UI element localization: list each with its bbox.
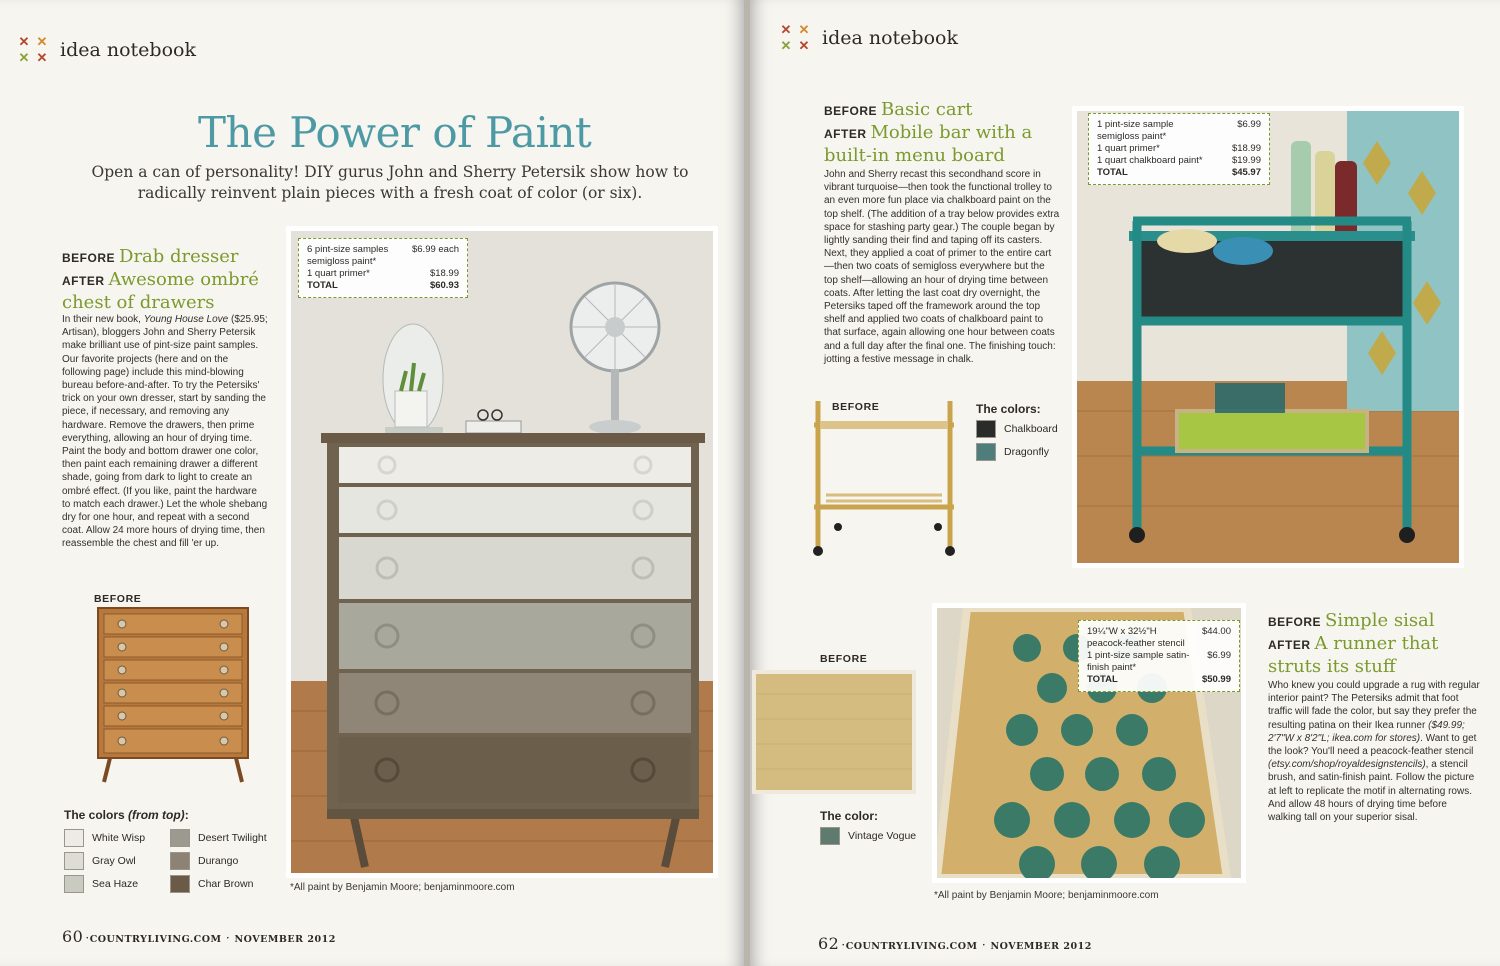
right-page <box>750 0 1500 966</box>
before-cart-image <box>806 395 962 561</box>
swatch-chip <box>976 443 996 461</box>
swatch-chalkboard: Chalkboard <box>976 420 1058 438</box>
rug-before-title: Simple sisal <box>1325 610 1435 631</box>
cost-row: 1 pint-size sample satin-finish paint* $6.99 <box>1087 650 1231 673</box>
page-folio: 60 ·COUNTRYLIVING.COM · NOVEMBER 2012 <box>62 927 336 946</box>
rug-body: Who knew you could upgrade a rug with regular interior paint? The Petersiks admit that foot traffic will fade the color, but say they prefer the resulting patina on their Ikea runner ($49.99; 2'7"W x 8'2"L; ikea.com for stores). Want to get the look? You'll need a peacock-feather stencil (etsy.com/shop/royaldesignstencils), a stencil brush, and satin-finish paint. Follow the picture at left to replicate the motif in alternating rows. And allow 48 hours of drying time before walking tall on your superior sisal. <box>1268 680 1480 824</box>
rug-after-title: A runner that struts its stuff <box>1268 633 1439 677</box>
cart-before-title: Basic cart <box>881 99 973 120</box>
cart-headline <box>824 99 1034 166</box>
swatch-dragonfly: Dragonfly <box>976 443 1049 461</box>
swatch-gray-owl: Gray Owl <box>64 852 136 870</box>
cart-before-label: BEFORE <box>832 401 880 413</box>
dresser-photo <box>286 226 718 878</box>
dresser-cost-box <box>298 238 468 298</box>
swatch-desert-twilight: Desert Twilight <box>170 829 267 847</box>
rug-before-label: BEFORE <box>820 653 868 665</box>
paint-credit: *All paint by Benjamin Moore; benjaminmoore.com <box>290 882 515 893</box>
swatch-chip <box>170 852 190 870</box>
cart-after-title: Mobile bar with a built-in menu board <box>824 122 1033 166</box>
cart-colors-title: The colors: <box>976 402 1041 416</box>
rug-cost-box <box>1078 620 1240 692</box>
paint-credit: *All paint by Benjamin Moore; benjaminmoore.com <box>934 890 1159 901</box>
page-folio: 62 ·COUNTRYLIVING.COM · NOVEMBER 2012 <box>818 934 1092 953</box>
swatch-chip <box>170 875 190 893</box>
swatch-chip <box>976 420 996 438</box>
swatch-chip <box>64 829 84 847</box>
page-title: The Power of Paint <box>198 108 592 157</box>
rug-headline <box>1268 610 1478 677</box>
swatch-chip <box>64 875 84 893</box>
section-title: idea notebook <box>822 27 958 49</box>
cost-row: 19¼"W x 32½"H peacock-feather stencil $44.00 <box>1087 626 1231 649</box>
before-label: BEFORE <box>1268 615 1322 629</box>
cost-row: 1 pint-size sample semigloss paint* $6.99 <box>1097 119 1261 142</box>
header-ornament-icon: ✕ ✕ ✕ ✕ <box>780 22 810 53</box>
dresser-before-title: Drab dresser <box>119 246 239 267</box>
swatch-chip <box>170 829 190 847</box>
swatch-chip <box>820 827 840 845</box>
cart-cost-box <box>1088 113 1270 185</box>
section-header <box>780 24 958 52</box>
dresser-after-title: Awesome ombré chest of drawers <box>62 269 259 313</box>
cost-row: 1 quart chalkboard paint* $19.99 <box>1097 155 1261 166</box>
before-dresser-image <box>92 606 252 786</box>
page-number: 60 <box>62 927 84 946</box>
swatch-chip <box>64 852 84 870</box>
cost-row: 6 pint-size samples semigloss paint* $6.99 each <box>307 244 459 267</box>
after-label: AFTER <box>824 127 867 141</box>
before-label: BEFORE <box>62 251 116 265</box>
page-number: 62 <box>818 934 840 953</box>
dresser-body: In their new book, Young House Love ($25.95; Artisan), bloggers John and Sherry Petersik make brilliant use of pint-size paint samples. Our favorite projects (here and on the following page) include this mind-blowing bureau before-and-after. To try the Petersiks' trick on your own dresser, start by sanding the piece, if necessary, and removing any hardware. Remove the drawers, then prime everything, allowing an hour of drying time. Paint the body and bottom drawer one color, then paint each remaining drawer a different shade, going from dark to light to create an ombré effect. (If you like, paint the hardware to match each drawer.) Let the whole shebang dry for one hour, and repeat with a second coat. Allow 24 more hours of drying time, then reassemble the chest and fill 'er up. <box>62 314 268 550</box>
swatch-durango: Durango <box>170 852 238 870</box>
after-label: AFTER <box>1268 638 1311 652</box>
dresser-colors-title: The colors (from top): <box>64 808 189 822</box>
dresser-headline <box>62 246 262 313</box>
section-header <box>18 36 196 64</box>
cost-row: 1 quart primer* $18.99 <box>307 268 459 279</box>
left-page <box>0 0 744 966</box>
cart-body: John and Sherry recast this secondhand score in vibrant turquoise—then took the functional trolley to an even more fun place via chalkboard paint on the top shelf. (The addition of a tray below provides extra space for stashing party gear.) The couple began by lightly sanding their find and taping off its casters. Next, they applied a coat of primer to the entire cart—then two coats of semigloss everywhere but the top shelf—allowing an hour of drying time between coats. After letting the last coat dry overnight, the Petersiks taped off the framework around the top shelf and applied two coats of chalkboard paint to that surface, again allowing one hour between coats and a full day after the final one. The finishing touch: jotting a festive message in chalk. <box>824 169 1060 365</box>
cost-row: 1 quart primer* $18.99 <box>1097 143 1261 154</box>
cost-total-row: TOTAL $50.99 <box>1087 674 1231 685</box>
swatch-sea-haze: Sea Haze <box>64 875 138 893</box>
before-sisal-image <box>752 670 916 794</box>
swatch-white-wisp: White Wisp <box>64 829 145 847</box>
cost-total-row: TOTAL $45.97 <box>1097 167 1261 178</box>
book-title: Young House Love <box>143 314 229 325</box>
cost-total-row: TOTAL $60.93 <box>307 280 459 291</box>
rug-color-title: The color: <box>820 809 879 823</box>
dresser-before-label: BEFORE <box>94 593 142 605</box>
section-title: idea notebook <box>60 39 196 61</box>
before-label: BEFORE <box>824 104 878 118</box>
after-label: AFTER <box>62 274 105 288</box>
deck: Open a can of personality! DIY gurus John and Sherry Petersik show how to radically reinvent plain pieces with a fresh coat of color (or six). <box>91 163 689 202</box>
swatch-char-brown: Char Brown <box>170 875 253 893</box>
swatch-vintage-vogue: Vintage Vogue <box>820 827 916 845</box>
header-ornament-icon: ✕ ✕ ✕ ✕ <box>18 34 48 65</box>
